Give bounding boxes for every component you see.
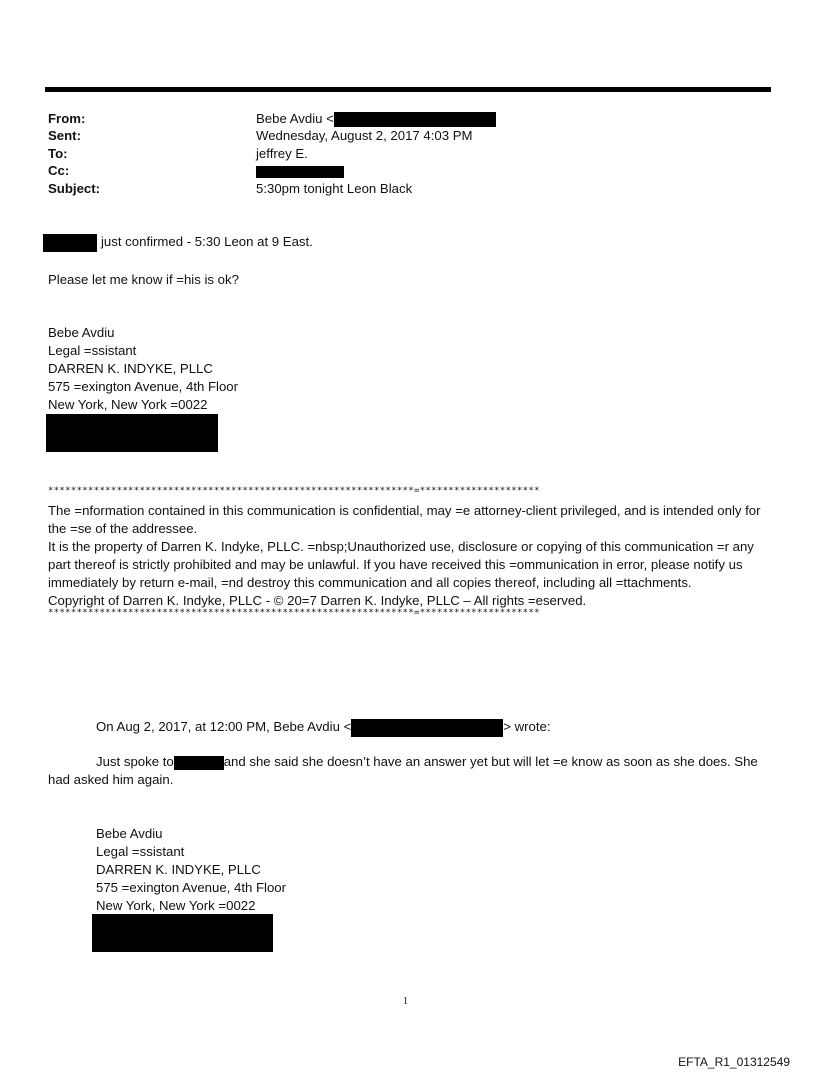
disclaimer-text-2: It is the property of Darren K. Indyke, PLLC. =nbsp;Unauthorized use, disclosure or copying of this communication =r any part thereof is strictly prohibited and may be unlawful. If you have received this =ommunication in error, please notify us immediately by return e-mail, =nd destroy this communication and all copies thereof, including all =ttachments.: [48, 539, 754, 590]
quoted-signature-title: Legal =ssistant: [96, 844, 185, 859]
sent-label: Sent:: [48, 128, 81, 143]
cc-value: [256, 162, 344, 180]
redaction-box: [351, 719, 503, 737]
signature-address-2: New York, New York =0022: [48, 397, 208, 412]
redaction-box: [92, 914, 273, 952]
quoted-intro: On Aug 2, 2017, at 12:00 PM, Bebe Avdiu < > wrote:: [96, 718, 551, 737]
quoted-body-line-1: Just spoke to and she said she doesn’t have an answer yet but will let =e know as soon as she does. She: [96, 754, 758, 769]
quoted-signature-firm: DARREN K. INDYKE, PLLC: [96, 862, 261, 877]
redaction-box: [43, 234, 97, 252]
from-value: Bebe Avdiu <: [256, 110, 496, 128]
disclaimer-text-1: The =nformation contained in this communication is confidential, may =e attorney-client privileged, and is intended only for the =se of the addressee.: [48, 503, 761, 536]
to-label: To:: [48, 146, 68, 161]
signature-name: Bebe Avdiu: [48, 325, 115, 340]
header-rule: [45, 87, 771, 92]
sent-value: Wednesday, August 2, 2017 4:03 PM: [256, 128, 473, 143]
disclaimer-stars-top: ****************************************************************=*********************: [48, 486, 540, 496]
redaction-box: [334, 112, 496, 127]
signature-address-1: 575 =exington Avenue, 4th Floor: [48, 379, 239, 394]
to-value: jeffrey E.: [256, 146, 308, 161]
redaction-box: [174, 756, 224, 770]
disclaimer-stars-bottom: ****************************************************************=*********************: [48, 608, 540, 618]
quoted-body-line-2: had asked him again.: [48, 772, 174, 787]
quoted-signature-address-2: New York, New York =0022: [96, 898, 256, 913]
body-line-2: Please let me know if =his is ok?: [48, 272, 239, 287]
page-number: 1: [403, 996, 408, 1007]
signature-title: Legal =ssistant: [48, 343, 137, 358]
cc-label: Cc:: [48, 163, 70, 178]
from-label: From:: [48, 111, 86, 126]
subject-value: 5:30pm tonight Leon Black: [256, 181, 413, 196]
redaction-box: [46, 414, 218, 452]
redaction-box: [256, 166, 344, 178]
quoted-signature-address-1: 575 =exington Avenue, 4th Floor: [96, 880, 287, 895]
signature-firm: DARREN K. INDYKE, PLLC: [48, 361, 213, 376]
body-line-1: just confirmed - 5:30 Leon at 9 East.: [43, 233, 313, 252]
disclaimer-text-3: Copyright of Darren K. Indyke, PLLC - © 20=7 Darren K. Indyke, PLLC – All rights =eserved.: [48, 593, 587, 608]
quoted-signature-name: Bebe Avdiu: [96, 826, 163, 841]
bates-number: EFTA_R1_01312549: [678, 1055, 790, 1069]
subject-label: Subject:: [48, 181, 101, 196]
disclaimer: [48, 502, 778, 610]
quoted-signature: [96, 825, 286, 915]
signature: [48, 324, 238, 414]
